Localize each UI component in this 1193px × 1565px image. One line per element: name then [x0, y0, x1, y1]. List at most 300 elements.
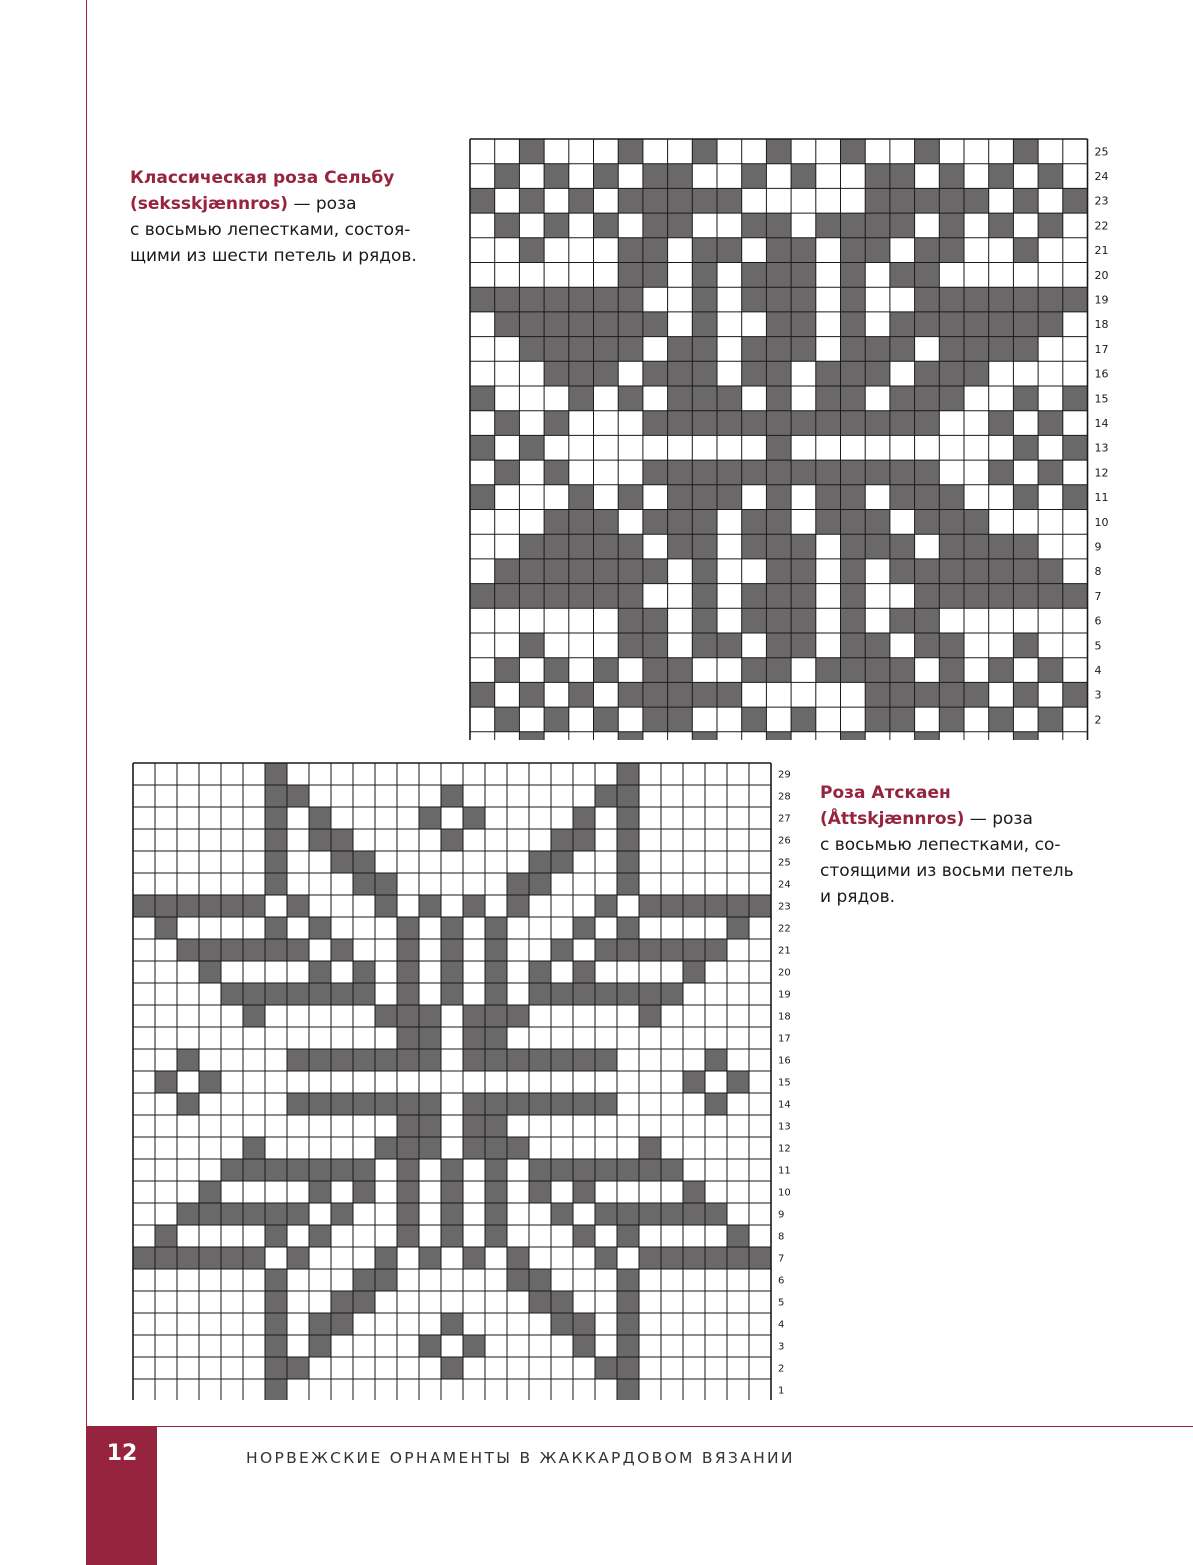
filled-stitch [683, 1247, 705, 1269]
y-tick-label: 1 [778, 1385, 785, 1397]
filled-stitch [331, 1159, 353, 1181]
filled-stitch [573, 1093, 595, 1115]
filled-stitch [705, 1247, 727, 1269]
filled-stitch [199, 1181, 221, 1203]
filled-stitch [617, 1379, 639, 1400]
filled-stitch [177, 1093, 199, 1115]
y-tick-label: 3 [1094, 688, 1102, 702]
filled-stitch [133, 895, 155, 917]
filled-stitch [265, 807, 287, 829]
y-tick-label: 17 [1094, 342, 1109, 356]
filled-stitch [529, 1181, 551, 1203]
filled-stitch [441, 1181, 463, 1203]
filled-stitch [617, 1291, 639, 1313]
caption-text: роза [992, 809, 1033, 829]
filled-stitch [397, 1027, 419, 1049]
filled-stitch [353, 1181, 375, 1203]
filled-stitch [727, 917, 749, 939]
filled-stitch [419, 1335, 441, 1357]
filled-stitch [353, 1159, 375, 1181]
filled-stitch [397, 1225, 419, 1247]
filled-stitch [419, 1115, 441, 1137]
filled-stitch [639, 1159, 661, 1181]
caption-title-original: (seksskjænnros) [130, 194, 289, 214]
filled-stitch [529, 1049, 551, 1071]
y-tick-label: 10 [778, 1187, 791, 1199]
filled-stitch [155, 1247, 177, 1269]
y-tick-label: 25 [1094, 145, 1109, 159]
y-tick-label: 9 [778, 1209, 785, 1221]
y-tick-label: 8 [778, 1231, 785, 1243]
y-tick-label: 11 [1094, 491, 1109, 505]
y-tick-label: 18 [1094, 318, 1109, 332]
filled-stitch [419, 1005, 441, 1027]
y-tick-label: 7 [778, 1253, 785, 1265]
filled-stitch [265, 1357, 287, 1379]
caption-text: с восьмью лепестками, со- [820, 835, 1061, 855]
filled-stitch [265, 851, 287, 873]
filled-stitch [309, 1225, 331, 1247]
filled-stitch [529, 1159, 551, 1181]
filled-stitch [595, 1159, 617, 1181]
filled-stitch [617, 983, 639, 1005]
filled-stitch [617, 785, 639, 807]
filled-stitch [507, 1005, 529, 1027]
filled-stitch [573, 961, 595, 983]
filled-stitch [485, 1005, 507, 1027]
filled-stitch [309, 917, 331, 939]
filled-stitch [309, 1313, 331, 1335]
filled-stitch [529, 1269, 551, 1291]
filled-stitch [177, 1049, 199, 1071]
filled-stitch [287, 785, 309, 807]
caption-attskjaennros [820, 780, 1100, 910]
y-tick-label: 20 [778, 967, 791, 979]
filled-stitch [397, 961, 419, 983]
filled-stitch [485, 983, 507, 1005]
filled-stitch [331, 1049, 353, 1071]
filled-stitch [199, 895, 221, 917]
filled-stitch [309, 1049, 331, 1071]
filled-stitch [397, 1115, 419, 1137]
filled-stitch [463, 1027, 485, 1049]
caption-title-original: (Åttskjænnros) [820, 809, 965, 829]
y-tick-label: 14 [1094, 417, 1109, 431]
filled-stitch [155, 1071, 177, 1093]
y-tick-label: 17 [778, 1033, 791, 1045]
filled-stitch [309, 1181, 331, 1203]
filled-stitch [397, 1005, 419, 1027]
filled-stitch [265, 763, 287, 785]
filled-stitch [705, 895, 727, 917]
filled-stitch [595, 1357, 617, 1379]
filled-stitch [133, 1247, 155, 1269]
filled-stitch [661, 983, 683, 1005]
filled-stitch [617, 807, 639, 829]
filled-stitch [595, 895, 617, 917]
caption-text: стоящими из восьми петель [820, 861, 1074, 881]
filled-stitch [573, 1159, 595, 1181]
filled-stitch [683, 1181, 705, 1203]
filled-stitch [353, 1093, 375, 1115]
filled-stitch [727, 1225, 749, 1247]
y-tick-label: 7 [1094, 589, 1102, 603]
filled-stitch [507, 1137, 529, 1159]
filled-stitch [287, 1357, 309, 1379]
filled-stitch [639, 895, 661, 917]
filled-stitch [353, 851, 375, 873]
filled-stitch [243, 1137, 265, 1159]
filled-stitch [441, 829, 463, 851]
filled-stitch [639, 1247, 661, 1269]
filled-stitch [595, 939, 617, 961]
filled-stitch [507, 1093, 529, 1115]
filled-stitch [155, 1225, 177, 1247]
filled-stitch [287, 983, 309, 1005]
filled-stitch [463, 807, 485, 829]
filled-stitch [529, 983, 551, 1005]
filled-stitch [529, 1093, 551, 1115]
filled-stitch [265, 1203, 287, 1225]
filled-stitch [485, 939, 507, 961]
filled-stitch [573, 1049, 595, 1071]
filled-stitch [639, 939, 661, 961]
filled-stitch [551, 983, 573, 1005]
filled-stitch [639, 983, 661, 1005]
filled-stitch [573, 829, 595, 851]
caption-text: с восьмью лепестками, состоя- [130, 220, 411, 240]
y-tick-label: 28 [778, 791, 791, 803]
filled-stitch [683, 895, 705, 917]
y-tick-label: 18 [778, 1011, 791, 1023]
filled-stitch [573, 983, 595, 1005]
caption-text: роза [315, 194, 357, 214]
filled-stitch [441, 939, 463, 961]
filled-stitch [485, 1181, 507, 1203]
filled-stitch [353, 983, 375, 1005]
filled-stitch [243, 1247, 265, 1269]
filled-stitch [507, 1049, 529, 1071]
y-tick-label: 19 [778, 989, 791, 1001]
filled-stitch [551, 1313, 573, 1335]
y-tick-label: 25 [778, 857, 791, 869]
filled-stitch [551, 1291, 573, 1313]
filled-stitch [287, 1159, 309, 1181]
filled-stitch [595, 1247, 617, 1269]
y-tick-label: 10 [1094, 515, 1109, 529]
filled-stitch [353, 1269, 375, 1291]
filled-stitch [265, 1159, 287, 1181]
caption-dash: — [288, 194, 316, 214]
filled-stitch [727, 895, 749, 917]
filled-stitch [419, 807, 441, 829]
filled-stitch [529, 873, 551, 895]
filled-stitch [199, 1203, 221, 1225]
y-tick-label: 12 [1094, 466, 1109, 480]
filled-stitch [441, 1225, 463, 1247]
filled-stitch [331, 851, 353, 873]
filled-stitch [441, 1357, 463, 1379]
filled-stitch [617, 1269, 639, 1291]
filled-stitch [243, 983, 265, 1005]
filled-stitch [331, 983, 353, 1005]
filled-stitch [265, 917, 287, 939]
filled-stitch [573, 1225, 595, 1247]
filled-stitch [287, 1049, 309, 1071]
filled-stitch [573, 917, 595, 939]
filled-stitch [287, 1093, 309, 1115]
filled-stitch [617, 1159, 639, 1181]
filled-stitch [617, 1335, 639, 1357]
y-tick-label: 14 [778, 1099, 791, 1111]
filled-stitch [265, 1313, 287, 1335]
filled-stitch [265, 873, 287, 895]
filled-stitch [661, 1159, 683, 1181]
y-tick-label: 16 [778, 1055, 791, 1067]
y-tick-label: 16 [1094, 367, 1109, 381]
filled-stitch [705, 1203, 727, 1225]
filled-stitch [617, 1203, 639, 1225]
y-tick-label: 4 [778, 1319, 785, 1331]
filled-stitch [441, 785, 463, 807]
filled-stitch [639, 1005, 661, 1027]
filled-stitch [595, 785, 617, 807]
filled-stitch [419, 1027, 441, 1049]
caption-text: щими из шести петель и рядов. [130, 246, 417, 266]
filled-stitch [485, 1225, 507, 1247]
filled-stitch [221, 895, 243, 917]
filled-stitch [221, 983, 243, 1005]
filled-stitch [375, 1269, 397, 1291]
filled-stitch [617, 1357, 639, 1379]
filled-stitch [309, 807, 331, 829]
filled-stitch [749, 1247, 771, 1269]
filled-stitch [375, 873, 397, 895]
filled-stitch [287, 939, 309, 961]
filled-stitch [353, 961, 375, 983]
filled-stitch [375, 1005, 397, 1027]
y-tick-label: 19 [1094, 293, 1109, 307]
filled-stitch [397, 1049, 419, 1071]
filled-stitch [551, 1049, 573, 1071]
filled-stitch [397, 917, 419, 939]
filled-stitch [617, 763, 639, 785]
filled-stitch [199, 939, 221, 961]
filled-stitch [265, 829, 287, 851]
filled-stitch [221, 1203, 243, 1225]
filled-stitch [661, 1203, 683, 1225]
filled-stitch [441, 917, 463, 939]
filled-stitch [221, 939, 243, 961]
filled-stitch [727, 1247, 749, 1269]
y-tick-label: 15 [1094, 392, 1109, 406]
filled-stitch [683, 939, 705, 961]
filled-stitch [243, 1203, 265, 1225]
filled-stitch [331, 939, 353, 961]
filled-stitch [617, 939, 639, 961]
filled-stitch [463, 1335, 485, 1357]
filled-stitch [331, 1313, 353, 1335]
filled-stitch [551, 829, 573, 851]
filled-stitch [661, 1247, 683, 1269]
filled-stitch [485, 1115, 507, 1137]
filled-stitch [463, 1115, 485, 1137]
filled-stitch [397, 1159, 419, 1181]
filled-stitch [265, 983, 287, 1005]
y-tick-label: 24 [1094, 170, 1109, 184]
filled-stitch [441, 983, 463, 1005]
filled-stitch [595, 983, 617, 1005]
filled-stitch [331, 1093, 353, 1115]
filled-stitch [507, 873, 529, 895]
filled-stitch [617, 829, 639, 851]
filled-stitch [177, 939, 199, 961]
filled-stitch [265, 1379, 287, 1400]
filled-stitch [441, 1159, 463, 1181]
filled-stitch [397, 1093, 419, 1115]
filled-stitch [463, 895, 485, 917]
filled-stitch [639, 1203, 661, 1225]
filled-stitch [551, 939, 573, 961]
filled-stitch [397, 983, 419, 1005]
y-tick-label: 8 [1094, 565, 1102, 579]
filled-stitch [309, 961, 331, 983]
filled-stitch [375, 895, 397, 917]
filled-stitch [177, 1247, 199, 1269]
filled-stitch [265, 1225, 287, 1247]
filled-stitch [419, 1137, 441, 1159]
filled-stitch [617, 1225, 639, 1247]
filled-stitch [551, 851, 573, 873]
filled-stitch [441, 1203, 463, 1225]
filled-stitch [573, 1313, 595, 1335]
y-tick-label: 22 [1094, 219, 1109, 233]
y-tick-label: 23 [778, 901, 791, 913]
filled-stitch [397, 1137, 419, 1159]
filled-stitch [243, 939, 265, 961]
filled-stitch [529, 1291, 551, 1313]
footer-rule [86, 1426, 1193, 1427]
filled-stitch [639, 1137, 661, 1159]
filled-stitch [419, 1049, 441, 1071]
filled-stitch [595, 1203, 617, 1225]
y-tick-label: 20 [1094, 268, 1109, 282]
filled-stitch [441, 961, 463, 983]
filled-stitch [595, 1049, 617, 1071]
y-tick-label: 2 [1094, 713, 1102, 727]
filled-stitch [485, 961, 507, 983]
filled-stitch [507, 1269, 529, 1291]
chart-background [133, 763, 771, 1400]
filled-stitch [485, 1137, 507, 1159]
y-tick-label: 12 [778, 1143, 791, 1155]
y-tick-label: 11 [778, 1165, 791, 1177]
filled-stitch [265, 939, 287, 961]
filled-stitch [419, 1247, 441, 1269]
filled-stitch [243, 1159, 265, 1181]
y-tick-label: 29 [778, 769, 791, 781]
filled-stitch [397, 1203, 419, 1225]
filled-stitch [617, 873, 639, 895]
filled-stitch [155, 895, 177, 917]
filled-stitch [331, 1203, 353, 1225]
filled-stitch [463, 1005, 485, 1027]
y-tick-label: 3 [778, 1341, 785, 1353]
filled-stitch [221, 1247, 243, 1269]
filled-stitch [683, 1203, 705, 1225]
filled-stitch [551, 1159, 573, 1181]
running-title: НОРВЕЖСКИЕ ОРНАМЕНТЫ В ЖАККАРДОВОМ ВЯЗАНИИ [246, 1449, 795, 1467]
filled-stitch [573, 807, 595, 829]
filled-stitch [441, 1313, 463, 1335]
filled-stitch [705, 939, 727, 961]
filled-stitch [353, 1049, 375, 1071]
caption-title: Классическая роза Сельбу [130, 168, 395, 188]
filled-stitch [507, 895, 529, 917]
filled-stitch [353, 873, 375, 895]
y-tick-label: 26 [778, 835, 791, 847]
filled-stitch [529, 961, 551, 983]
y-tick-label: 21 [1094, 244, 1109, 258]
filled-stitch [485, 1027, 507, 1049]
y-tick-label: 27 [778, 813, 791, 825]
filled-stitch [661, 939, 683, 961]
filled-stitch [485, 1049, 507, 1071]
filled-stitch [375, 1049, 397, 1071]
filled-stitch [485, 917, 507, 939]
y-tick-label: 5 [778, 1297, 785, 1309]
y-tick-label: 13 [778, 1121, 791, 1133]
filled-stitch [595, 1093, 617, 1115]
y-tick-label: 23 [1094, 194, 1109, 208]
filled-stitch [199, 1071, 221, 1093]
filled-stitch [309, 1159, 331, 1181]
filled-stitch [243, 895, 265, 917]
caption-text: и рядов. [820, 887, 896, 907]
filled-stitch [727, 1071, 749, 1093]
filled-stitch [485, 1093, 507, 1115]
filled-stitch [617, 851, 639, 873]
filled-stitch [463, 1093, 485, 1115]
filled-stitch [265, 785, 287, 807]
filled-stitch [331, 1291, 353, 1313]
filled-stitch [309, 829, 331, 851]
y-tick-label: 24 [778, 879, 791, 891]
filled-stitch [309, 1093, 331, 1115]
filled-stitch [661, 895, 683, 917]
filled-stitch [331, 829, 353, 851]
filled-stitch [485, 1203, 507, 1225]
filled-stitch [573, 1335, 595, 1357]
filled-stitch [287, 895, 309, 917]
filled-stitch [199, 961, 221, 983]
filled-stitch [551, 1203, 573, 1225]
filled-stitch [551, 1093, 573, 1115]
filled-stitch [309, 983, 331, 1005]
y-tick-label: 6 [1094, 614, 1102, 628]
filled-stitch [617, 1313, 639, 1335]
page-number-tab [87, 1427, 157, 1565]
filled-stitch [397, 1181, 419, 1203]
filled-stitch [265, 1291, 287, 1313]
y-tick-label: 22 [778, 923, 791, 935]
filled-stitch [199, 1247, 221, 1269]
filled-stitch [463, 1049, 485, 1071]
filled-stitch [177, 1203, 199, 1225]
filled-stitch [353, 1291, 375, 1313]
filled-stitch [375, 1093, 397, 1115]
filled-stitch [529, 851, 551, 873]
